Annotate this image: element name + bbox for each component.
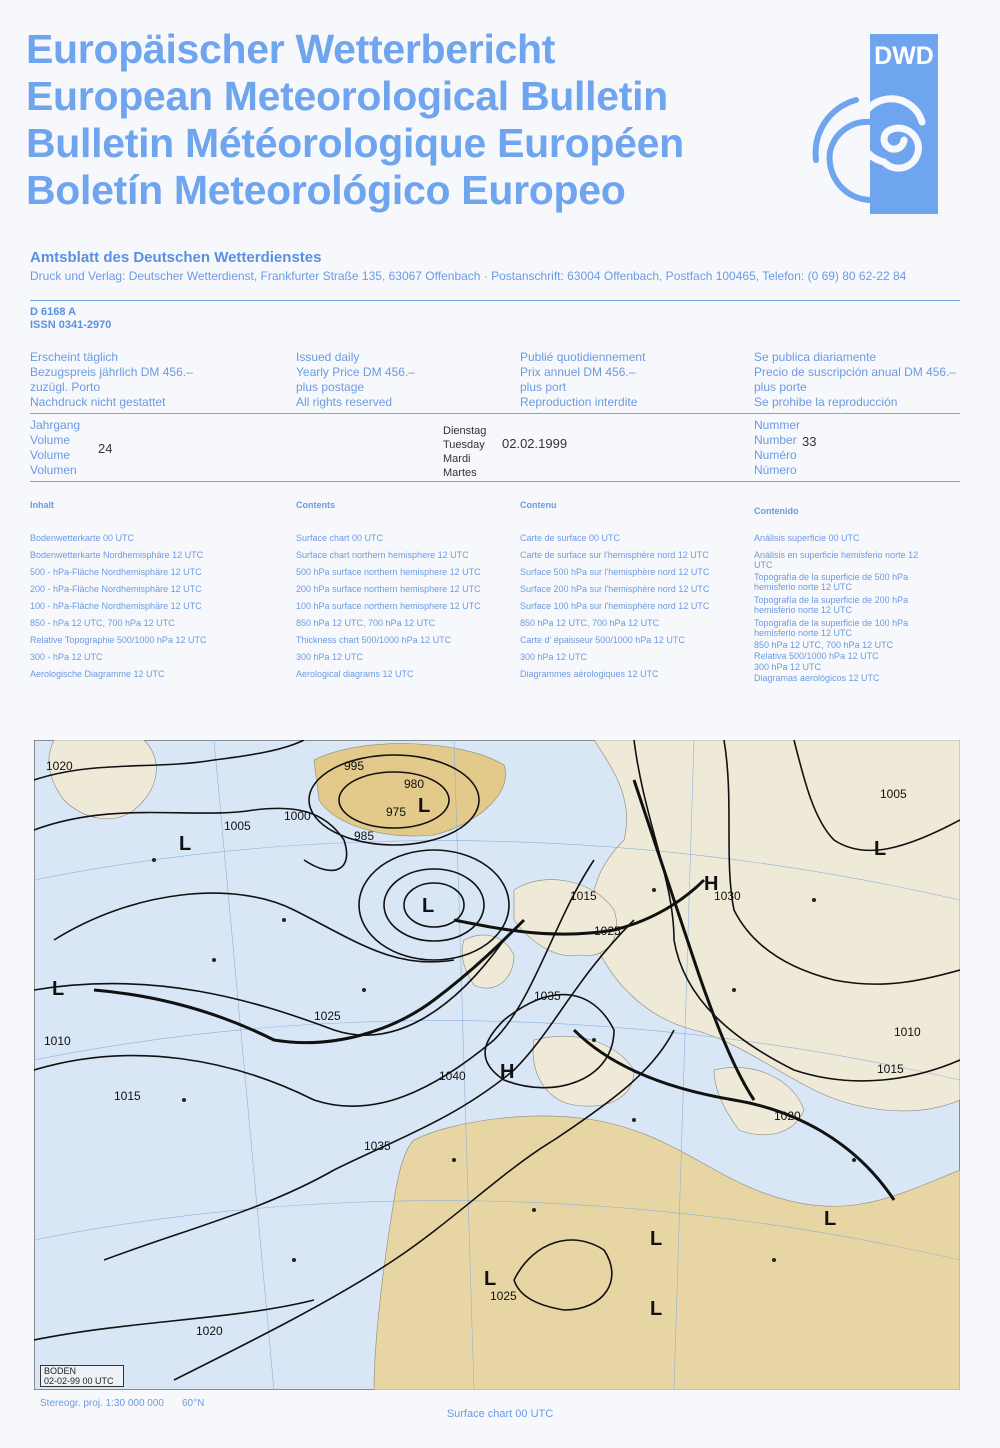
day-label: Dienstag — [443, 425, 487, 437]
contents-french — [520, 500, 740, 687]
info-line: plus porte — [754, 380, 807, 394]
contents-item[interactable]: Diagrammes aérologiques 12 UTC — [520, 669, 659, 679]
contents-item[interactable]: 300 hPa 12 UTC — [520, 652, 588, 662]
contents-item[interactable]: Surface chart 00 UTC — [296, 533, 384, 543]
number-label: Nummer — [754, 418, 801, 432]
info-german — [30, 350, 193, 410]
contents-item[interactable]: 100 - hPa-Fläche Nordhemisphäre 12 UTC — [30, 601, 202, 611]
projection-label: Stereogr. proj. 1:30 000 000 — [40, 1398, 164, 1409]
isobar-label: 1000 — [284, 809, 311, 823]
volume-label: Volume — [30, 448, 71, 462]
info-english — [296, 350, 415, 410]
contents-item[interactable]: 200 - hPa-Fläche Nordhemisphäre 12 UTC — [30, 584, 202, 594]
title-german: Europäischer Wetterbericht — [26, 26, 556, 72]
stamp-line: BODEN — [44, 1366, 77, 1376]
info-french — [520, 350, 645, 410]
publisher-title: Amtsblatt des Deutschen Wetterdienstes — [30, 249, 322, 266]
divider — [30, 481, 960, 482]
info-line: Se publica diariamente — [754, 350, 877, 364]
info-line: plus postage — [296, 380, 365, 394]
contents-item[interactable]: Aerological diagrams 12 UTC — [296, 669, 414, 679]
day-labels — [443, 424, 486, 480]
contents-item[interactable]: Aerologische Diagramme 12 UTC — [30, 669, 165, 679]
contents-item[interactable]: Surface chart northern hemisphere 12 UTC — [296, 550, 469, 560]
issue-date: 02.02.1999 — [502, 436, 568, 451]
number-label: Number — [754, 433, 797, 447]
volume-label: Volume — [30, 433, 71, 447]
info-line: Erscheint täglich — [30, 350, 119, 364]
number-label: Numéro — [754, 448, 797, 462]
contents-german — [30, 500, 270, 687]
contents-spanish — [754, 506, 934, 685]
isobar-label: 1025 — [490, 1289, 517, 1303]
high-pressure-center: H — [704, 873, 719, 895]
info-line: Nachdruck nicht gestattet — [30, 395, 166, 409]
contents-item[interactable]: Carte de surface 00 UTC — [520, 533, 621, 543]
contents-item[interactable]: 300 hPa 12 UTC — [754, 662, 822, 672]
contents-heading: Contenu — [520, 500, 557, 510]
volume-value: 24 — [98, 441, 113, 456]
info-line: Yearly Price DM 456.– — [296, 365, 415, 379]
contents-item[interactable]: 850 hPa 12 UTC, 700 hPa 12 UTC — [296, 618, 436, 628]
contents-item[interactable]: 100 hPa surface northern hemisphere 12 UTC — [296, 601, 481, 611]
contents-item[interactable]: Surface 500 hPa sur l'hemisphère nord 12 UTC — [520, 567, 710, 577]
low-pressure-center: L — [52, 978, 65, 1000]
isobar-label: 1025 — [594, 924, 621, 938]
contents-item[interactable]: Topografía de la superficie de 500 hPa hemisferio norte 12 UTC — [754, 572, 909, 592]
title-french: Bulletin Météorologique Européen — [26, 120, 684, 166]
contents-item[interactable]: 200 hPa surface northern hemisphere 12 UTC — [296, 584, 481, 594]
info-line: plus port — [520, 380, 567, 394]
contents-item[interactable]: 850 - hPa 12 UTC, 700 hPa 12 UTC — [30, 618, 175, 628]
contents-item[interactable]: Bodenwetterkarte Nordhemisphäre 12 UTC — [30, 550, 204, 560]
isobar-label: 1035 — [534, 989, 561, 1003]
surface-weather-map — [34, 740, 960, 1390]
isobar-label: 1035 — [364, 1139, 391, 1153]
divider — [30, 413, 960, 414]
contents-item[interactable]: Topografía de la superficie de 200 hPa hemisferio norte 12 UTC — [754, 595, 909, 615]
isobar-label: 1025 — [314, 1009, 341, 1023]
divider — [30, 300, 960, 301]
publisher-address: Druck und Verlag: Deutscher Wetterdienst, Frankfurter Straße 135, 63067 Offenbach · Postanschrift: 63004 Offenbach, Postfach 100465, Telefon: (0 69) 80 62-22 84 — [30, 269, 907, 283]
stamp-line: 02-02-99 00 UTC — [44, 1376, 114, 1386]
isobar-label: 1005 — [224, 819, 251, 833]
map-caption: Surface chart 00 UTC — [446, 1408, 554, 1420]
number-labels — [754, 418, 800, 478]
contents-item[interactable]: 300 - hPa 12 UTC — [30, 652, 103, 662]
info-line: Prix annuel DM 456.– — [520, 365, 636, 379]
day-label: Tuesday — [443, 439, 485, 451]
volume-labels — [30, 418, 80, 478]
codes — [30, 306, 111, 332]
isobar-label: 1005 — [880, 787, 907, 801]
d-code: D 6168 A — [30, 306, 77, 318]
low-pressure-center: L — [824, 1208, 837, 1230]
low-pressure-center: L — [874, 838, 887, 860]
contents-item[interactable]: Carte d' épaisseur 500/1000 hPa 12 UTC — [520, 635, 685, 645]
contents-heading: Contenido — [754, 506, 799, 516]
isobar-label: 975 — [386, 805, 407, 819]
contents-item[interactable]: 500 - hPa-Fläche Nordhemisphäre 12 UTC — [30, 567, 202, 577]
contents-english — [296, 500, 506, 687]
info-line: Precio de suscripción anual DM 456.– — [754, 365, 957, 379]
isobar-label: 980 — [404, 777, 425, 791]
issue-number: 33 — [802, 434, 817, 449]
low-pressure-center: L — [179, 833, 192, 855]
contents-item[interactable]: Análisis superficie 00 UTC — [754, 533, 860, 543]
contents-item[interactable]: Bodenwetterkarte 00 UTC — [30, 533, 135, 543]
info-spanish — [754, 350, 956, 410]
publisher-block — [30, 249, 970, 283]
isobar-label: 1020 — [196, 1324, 223, 1338]
isobar-label: 1015 — [570, 889, 597, 903]
isobar-label: 1040 — [439, 1069, 466, 1083]
title-block — [26, 26, 806, 214]
number-label: Número — [754, 463, 797, 477]
day-label: Mardi — [443, 453, 471, 465]
volume-label: Jahrgang — [30, 418, 81, 432]
contents-item[interactable]: Surface 200 hPa sur l'hemisphère nord 12 UTC — [520, 584, 710, 594]
isobar-label: 1010 — [894, 1025, 921, 1039]
volume-label: Volumen — [30, 463, 77, 477]
title-english: European Meteorological Bulletin — [26, 73, 668, 119]
low-pressure-center: L — [650, 1228, 663, 1250]
contents-item[interactable]: Relative Topographie 500/1000 hPa 12 UTC — [30, 635, 207, 645]
isobar-label: 1020 — [46, 759, 73, 773]
contents-item[interactable]: Surface 100 hPa sur l'hemisphère nord 12 UTC — [520, 601, 710, 611]
isobar-label: 995 — [344, 759, 365, 773]
contents-item[interactable]: 850 hPa 12 UTC, 700 hPa 12 UTC — [754, 640, 894, 650]
info-line: zuzügl. Porto — [30, 380, 101, 394]
low-pressure-center: L — [418, 795, 431, 817]
low-pressure-center: L — [650, 1298, 663, 1320]
info-line: Reproduction interdite — [520, 395, 638, 409]
isobar-label: 985 — [354, 829, 375, 843]
high-pressure-center: H — [500, 1061, 515, 1083]
contents-heading: Inhalt — [30, 500, 54, 510]
contents-item[interactable]: Relativa 500/1000 hPa 12 UTC — [754, 651, 879, 661]
contents-item[interactable]: Carte de surface sur l'hemisphère nord 12 UTC — [520, 550, 709, 560]
dwd-logo — [806, 30, 938, 224]
contents-item[interactable]: Thickness chart 500/1000 hPa 12 UTC — [296, 635, 452, 645]
contents-item[interactable]: Análisis en superficie hemisferio norte 12 UTC — [754, 550, 919, 570]
latitude-label: 60°N — [182, 1398, 205, 1409]
contents-item[interactable]: Topografía de la superficie de 100 hPa hemisferio norte 12 UTC — [754, 618, 909, 638]
isobar-label: 1030 — [714, 889, 741, 903]
isobar-label: 1020 — [774, 1109, 801, 1123]
info-line: Bezugspreis jährlich DM 456.– — [30, 365, 193, 379]
map-stamp — [40, 1365, 124, 1387]
contents-heading: Contents — [296, 500, 335, 510]
info-line: Se prohibe la reproducción — [754, 395, 898, 409]
day-label: Martes — [443, 467, 477, 479]
weather-map-svg — [34, 740, 960, 1390]
title-spanish: Boletín Meteorológico Europeo — [26, 167, 626, 213]
info-line: Issued daily — [296, 350, 360, 364]
contents-item[interactable]: 850 hPa 12 UTC, 700 hPa 12 UTC — [520, 618, 660, 628]
logo-text: DWD — [874, 42, 934, 70]
low-pressure-center: L — [484, 1268, 497, 1290]
contents-item[interactable]: 500 hPa surface northern hemisphere 12 UTC — [296, 567, 481, 577]
isobar-label: 1015 — [114, 1089, 141, 1103]
isobar-label: 1015 — [877, 1062, 904, 1076]
contents-item[interactable]: 300 hPa 12 UTC — [296, 652, 364, 662]
isobar-label: 1010 — [44, 1034, 71, 1048]
info-line: Publié quotidiennement — [520, 350, 646, 364]
issn-code: ISSN 0341-2970 — [30, 319, 112, 331]
info-line: All rights reserved — [296, 395, 393, 409]
low-pressure-center: L — [422, 895, 435, 917]
contents-item[interactable]: Diagramas aerológicos 12 UTC — [754, 673, 880, 683]
